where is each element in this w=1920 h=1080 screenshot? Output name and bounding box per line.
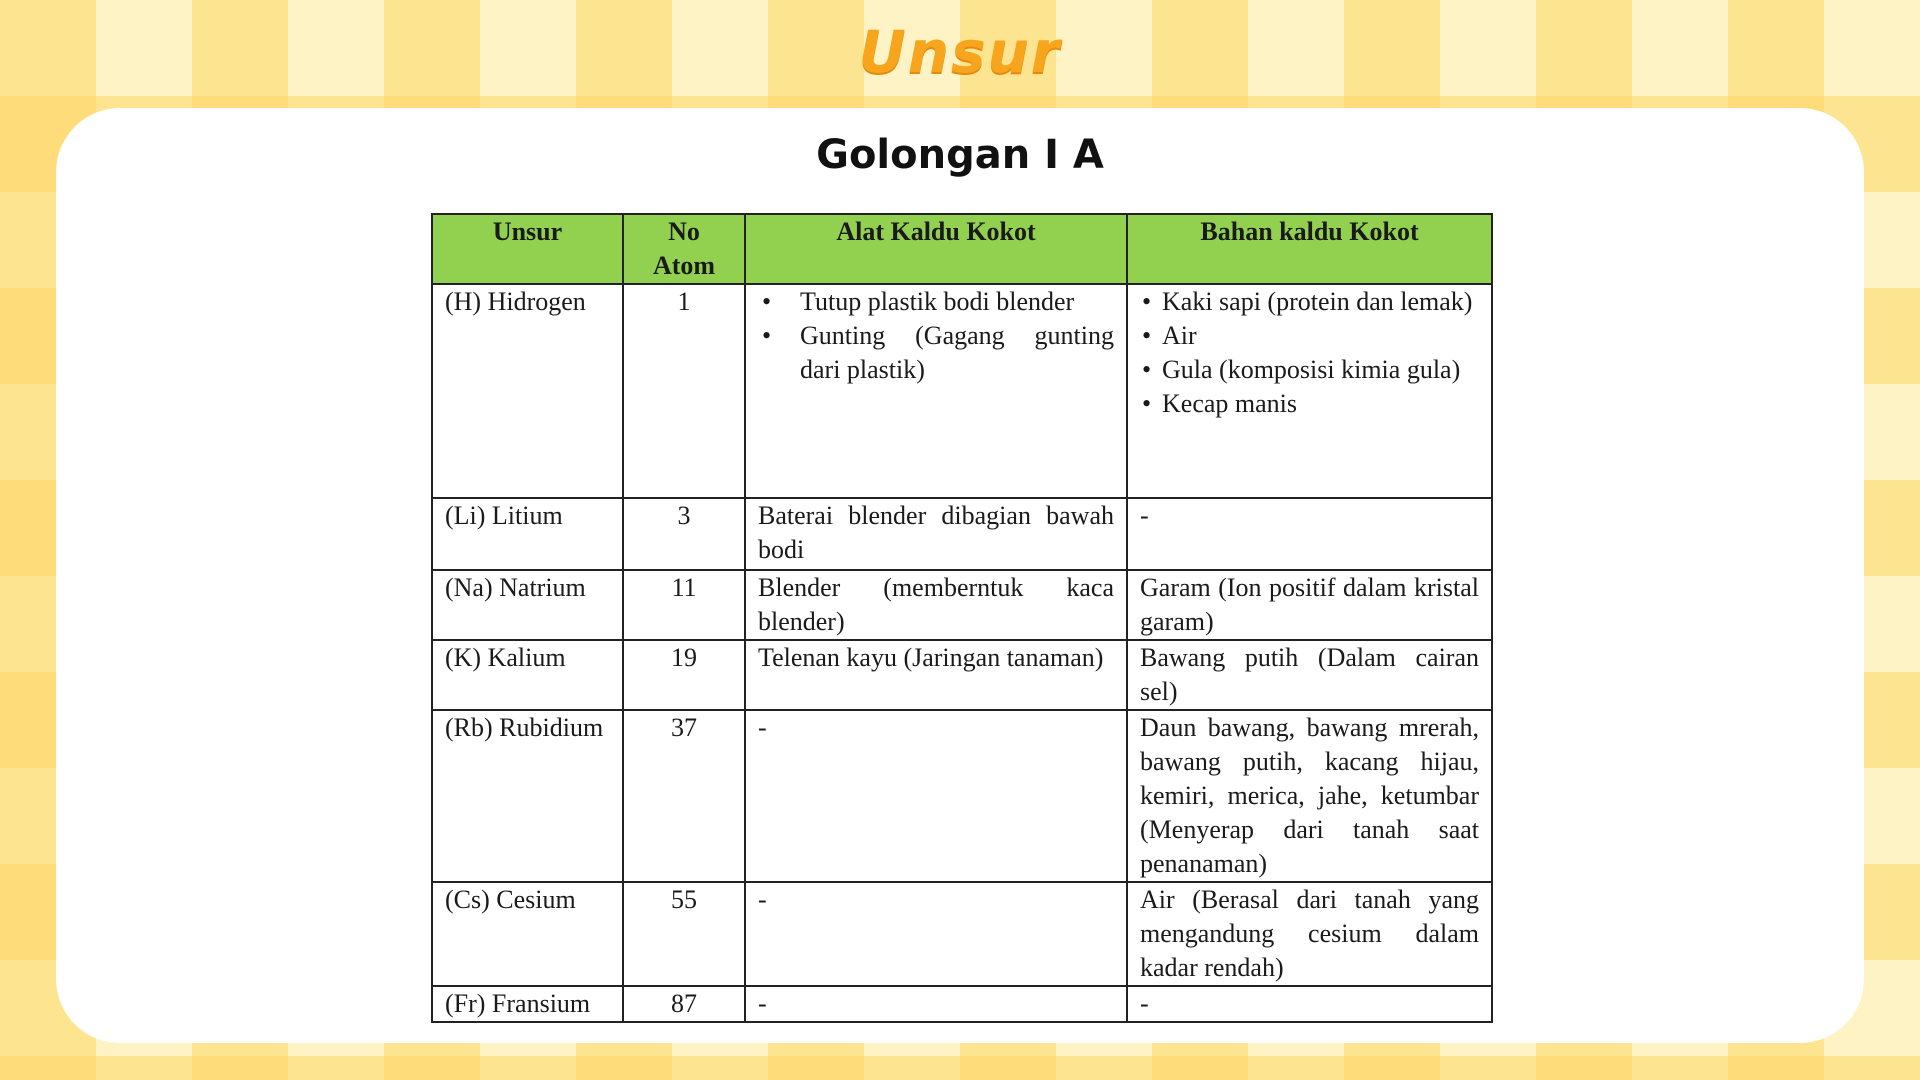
table-row (432, 882, 1492, 986)
cell-bahan: Daun bawang, bawang mrerah, bawang putih, kacang hijau, kemiri, merica, jahe, ketumbar (Menyerap dari tanah saat penanaman) (1127, 710, 1492, 882)
cell-alat: - (745, 710, 1127, 882)
list-item: • Kecap manis (1140, 387, 1479, 421)
table-row (432, 986, 1492, 1022)
cell-bahan: - (1127, 986, 1492, 1022)
list-item: • Air (1140, 319, 1479, 353)
cell-bahan: - (1127, 498, 1492, 570)
bahan-list (1140, 285, 1479, 421)
table-row (432, 284, 1492, 498)
list-item: • Kaki sapi (protein dan lemak) (1140, 285, 1479, 319)
table-row (432, 710, 1492, 882)
cell-alat: Telenan kayu (Jaringan tanaman) (745, 640, 1127, 710)
list-item: • Gula (komposisi kimia gula) (1140, 353, 1479, 387)
list-item: • Tutup plastik bodi blender (758, 285, 1114, 319)
page-title: Golongan I A (816, 132, 1104, 178)
cell-unsur: (Rb) Rubidium (432, 710, 623, 882)
cell-alat: - (745, 986, 1127, 1022)
alat-list (758, 285, 1114, 387)
elements-table (431, 213, 1493, 1023)
column-header-no-atom: No Atom (623, 214, 745, 284)
cell-alat (745, 284, 1127, 498)
table-header-row (432, 214, 1492, 284)
cell-no-atom: 1 (623, 284, 745, 498)
cell-no-atom: 55 (623, 882, 745, 986)
cell-unsur: (K) Kalium (432, 640, 623, 710)
cell-unsur: (Fr) Fransium (432, 986, 623, 1022)
table-row (432, 498, 1492, 570)
cell-unsur: (Na) Natrium (432, 570, 623, 640)
table-row (432, 640, 1492, 710)
cell-no-atom: 87 (623, 986, 745, 1022)
cell-unsur: (Cs) Cesium (432, 882, 623, 986)
cell-no-atom: 37 (623, 710, 745, 882)
cell-bahan (1127, 284, 1492, 498)
cell-no-atom: 11 (623, 570, 745, 640)
cell-unsur: (H) Hidrogen (432, 284, 623, 498)
column-header-unsur: Unsur (432, 214, 623, 284)
list-item: • Gunting (Gagang gunting dari plastik) (758, 319, 1114, 387)
cell-bahan: Air (Berasal dari tanah yang mengandung cesium dalam kadar rendah) (1127, 882, 1492, 986)
cell-bahan: Bawang putih (Dalam cairan sel) (1127, 640, 1492, 710)
cell-alat: Baterai blender dibagian bawah bodi (745, 498, 1127, 570)
cell-no-atom: 3 (623, 498, 745, 570)
cell-no-atom: 19 (623, 640, 745, 710)
table-row (432, 570, 1492, 640)
cell-bahan: Garam (Ion positif dalam kristal garam) (1127, 570, 1492, 640)
column-header-alat: Alat Kaldu Kokot (745, 214, 1127, 284)
brand-title: Unsur (858, 18, 1062, 86)
cell-unsur: (Li) Litium (432, 498, 623, 570)
cell-alat: - (745, 882, 1127, 986)
column-header-bahan: Bahan kaldu Kokot (1127, 214, 1492, 284)
cell-alat: Blender (memberntuk kaca blender) (745, 570, 1127, 640)
